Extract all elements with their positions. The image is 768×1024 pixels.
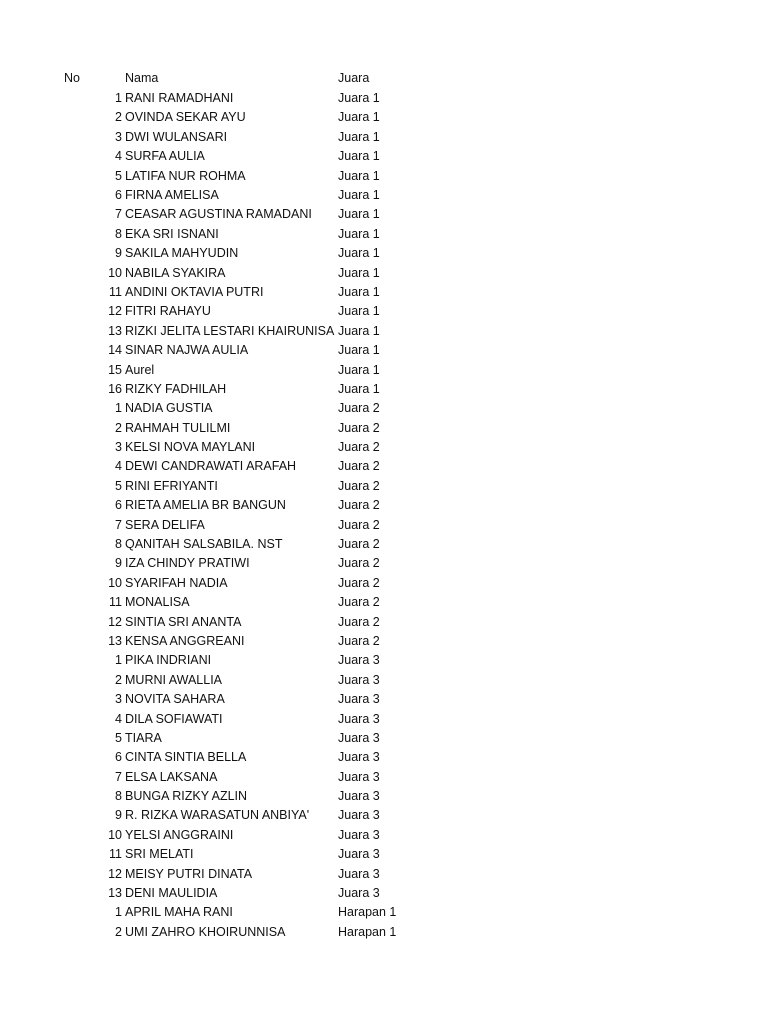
row-no: 10 [108, 827, 122, 842]
table-row [0, 535, 768, 554]
row-no: 4 [115, 459, 122, 474]
row-nama: MURNI AWALLIA [125, 672, 223, 687]
row-nama: CEASAR AGUSTINA RAMADANI [125, 207, 312, 222]
table-row [0, 729, 768, 748]
row-juara: Harapan 1 [338, 924, 397, 939]
row-nama: RIZKI JELITA LESTARI KHAIRUNISA [125, 323, 335, 338]
table-row [0, 651, 768, 670]
row-nama: UMI ZAHRO KHOIRUNNISA [125, 924, 286, 939]
table-row [0, 399, 768, 418]
row-nama: SYARIFAH NADIA [125, 575, 228, 590]
table-row [0, 826, 768, 845]
row-nama: DILA SOFIAWATI [125, 711, 223, 726]
table-row [0, 710, 768, 729]
row-no: 3 [115, 440, 122, 454]
row-no: 12 [108, 304, 122, 319]
row-juara: Juara 1 [338, 246, 380, 261]
row-juara: Juara 3 [338, 769, 380, 784]
table-row [0, 186, 768, 205]
row-no: 12 [108, 614, 122, 629]
table-row [0, 419, 768, 438]
row-nama: DENI MAULIDIA [125, 886, 218, 900]
header-juara: Juara [338, 71, 370, 85]
row-no: 10 [108, 265, 122, 280]
row-nama: ANDINI OKTAVIA PUTRI [125, 284, 264, 299]
table-row [0, 806, 768, 825]
row-no: 8 [115, 789, 122, 803]
row-juara: Juara 3 [338, 789, 380, 803]
row-juara: Juara 3 [338, 653, 380, 668]
row-nama: NABILA SYAKIRA [125, 265, 226, 280]
row-no: 6 [115, 750, 122, 765]
row-no: 9 [115, 808, 122, 823]
row-juara: Juara 3 [338, 672, 380, 687]
row-juara: Juara 2 [338, 633, 380, 648]
table-row [0, 264, 768, 283]
row-juara: Juara 2 [338, 556, 380, 571]
row-juara: Juara 1 [338, 323, 380, 338]
table-header [0, 69, 768, 88]
row-juara: Juara 1 [338, 284, 380, 299]
row-no: 14 [108, 343, 122, 358]
row-no: 4 [115, 711, 122, 726]
row-nama: BUNGA RIZKY AZLIN [125, 789, 248, 803]
row-no: 7 [115, 517, 122, 532]
row-nama: EKA SRI ISNANI [125, 226, 219, 241]
row-nama: TIARA [125, 730, 162, 745]
row-no: 1 [115, 905, 122, 920]
row-juara: Juara 2 [338, 459, 380, 474]
table-row [0, 322, 768, 341]
table-row [0, 787, 768, 806]
row-nama: RINI EFRIYANTI [125, 478, 218, 493]
row-juara: Juara 2 [338, 575, 380, 590]
table-row [0, 845, 768, 864]
table-row [0, 671, 768, 690]
row-juara: Juara 1 [338, 265, 380, 280]
row-nama: R. RIZKA WARASATUN ANBIYA' [125, 808, 310, 823]
row-nama: NOVITA SAHARA [125, 692, 225, 707]
row-juara: Juara 2 [338, 517, 380, 532]
row-nama: ELSA LAKSANA [125, 769, 218, 784]
row-no: 6 [115, 498, 122, 513]
row-nama: DEWI CANDRAWATI ARAFAH [125, 459, 297, 474]
table-row [0, 302, 768, 321]
row-no: 2 [115, 924, 122, 939]
row-nama: OVINDA SEKAR AYU [125, 110, 246, 125]
table-row [0, 516, 768, 535]
row-juara: Juara 1 [338, 343, 380, 358]
table-row [0, 147, 768, 166]
table-row [0, 690, 768, 709]
row-nama: LATIFA NUR ROHMA [125, 168, 246, 183]
row-no: 2 [115, 672, 122, 687]
row-nama: SINTIA SRI ANANTA [125, 614, 242, 629]
table-row [0, 438, 768, 457]
table-row [0, 128, 768, 147]
row-no: 1 [115, 401, 122, 416]
row-juara: Juara 3 [338, 711, 380, 726]
table-row [0, 108, 768, 127]
row-no: 11 [109, 284, 122, 299]
table-row [0, 593, 768, 612]
row-nama: SAKILA MAHYUDIN [125, 246, 239, 261]
row-no: 3 [115, 692, 122, 707]
table-row [0, 283, 768, 302]
row-no: 6 [115, 187, 122, 202]
row-nama: MEISY PUTRI DINATA [125, 866, 253, 881]
row-no: 7 [115, 207, 122, 222]
table-row [0, 768, 768, 787]
row-juara: Juara 3 [338, 827, 380, 842]
row-nama: FITRI RAHAYU [125, 304, 211, 319]
table-row [0, 205, 768, 224]
row-no: 1 [115, 653, 122, 668]
header-no: No [64, 71, 80, 85]
row-no: 3 [115, 129, 122, 144]
row-no: 12 [108, 866, 122, 881]
row-nama: KENSA ANGGREANI [125, 633, 245, 648]
table-row [0, 225, 768, 244]
row-nama: KELSI NOVA MAYLANI [125, 440, 256, 454]
row-no: 8 [115, 226, 122, 241]
row-juara: Juara 1 [338, 207, 380, 222]
row-juara: Harapan 1 [338, 905, 397, 920]
row-juara: Juara 3 [338, 808, 380, 823]
table-row [0, 903, 768, 922]
row-nama: NADIA GUSTIA [125, 401, 213, 416]
table-row [0, 244, 768, 263]
row-juara: Juara 1 [338, 381, 380, 396]
row-nama: QANITAH SALSABILA. NST [125, 537, 283, 551]
table-row [0, 865, 768, 884]
header-nama: Nama [125, 71, 159, 85]
row-juara: Juara 1 [338, 129, 380, 144]
row-nama: PIKA INDRIANI [125, 653, 212, 668]
row-no: 4 [115, 149, 122, 164]
row-juara: Juara 2 [338, 595, 380, 610]
row-no: 13 [108, 886, 122, 900]
row-nama: IZA CHINDY PRATIWI [125, 556, 250, 571]
row-no: 15 [108, 362, 122, 377]
row-juara: Juara 1 [338, 110, 380, 125]
row-nama: Aurel [125, 362, 155, 377]
table-row [0, 632, 768, 651]
row-juara: Juara 1 [338, 362, 380, 377]
row-no: 9 [115, 556, 122, 571]
row-nama: FIRNA AMELISA [125, 187, 219, 202]
row-nama: RANI RAMADHANI [125, 91, 234, 105]
row-no: 10 [108, 575, 122, 590]
row-juara: Juara 1 [338, 91, 380, 105]
row-juara: Juara 2 [338, 401, 380, 416]
row-no: 13 [108, 633, 122, 648]
table-row [0, 341, 768, 360]
row-nama: APRIL MAHA RANI [125, 905, 233, 920]
table-row [0, 923, 768, 942]
row-nama: CINTA SINTIA BELLA [125, 750, 247, 765]
table-row [0, 380, 768, 399]
row-no: 7 [115, 769, 122, 784]
row-juara: Juara 3 [338, 866, 380, 881]
row-no: 13 [108, 323, 122, 338]
table-row [0, 89, 768, 108]
row-no: 1 [115, 91, 122, 105]
row-juara: Juara 2 [338, 420, 380, 435]
table-row [0, 574, 768, 593]
row-no: 2 [115, 420, 122, 435]
row-juara: Juara 3 [338, 692, 380, 707]
row-nama: YELSI ANGGRAINI [125, 827, 234, 842]
row-juara: Juara 1 [338, 226, 380, 241]
table-row [0, 613, 768, 632]
table-row [0, 884, 768, 903]
row-juara: Juara 2 [338, 478, 380, 493]
row-juara: Juara 1 [338, 168, 380, 183]
row-nama: DWI WULANSARI [125, 129, 228, 144]
table-row [0, 748, 768, 767]
table-row [0, 554, 768, 573]
row-juara: Juara 1 [338, 149, 380, 164]
row-juara: Juara 3 [338, 730, 380, 745]
row-no: 9 [115, 246, 122, 261]
row-juara: Juara 2 [338, 440, 380, 454]
row-juara: Juara 1 [338, 304, 380, 319]
row-juara: Juara 1 [338, 187, 380, 202]
row-no: 5 [115, 168, 122, 183]
row-nama: RIETA AMELIA BR BANGUN [125, 498, 286, 513]
row-juara: Juara 3 [338, 847, 380, 862]
row-no: 5 [115, 730, 122, 745]
row-nama: MONALISA [125, 595, 190, 610]
row-no: 11 [109, 595, 122, 610]
table-row [0, 457, 768, 476]
row-juara: Juara 3 [338, 750, 380, 765]
row-nama: RIZKY FADHILAH [125, 381, 227, 396]
row-no: 11 [109, 847, 122, 862]
row-juara: Juara 3 [338, 886, 380, 900]
row-nama: RAHMAH TULILMI [125, 420, 231, 435]
row-no: 8 [115, 537, 122, 551]
row-juara: Juara 2 [338, 498, 380, 513]
row-nama: SRI MELATI [125, 847, 194, 862]
table-row [0, 477, 768, 496]
row-nama: SURFA AULIA [125, 149, 205, 164]
row-no: 2 [115, 110, 122, 125]
row-nama: SERA DELIFA [125, 517, 205, 532]
table-row [0, 167, 768, 186]
table-row [0, 496, 768, 515]
row-no: 5 [115, 478, 122, 493]
row-juara: Juara 2 [338, 614, 380, 629]
row-juara: Juara 2 [338, 537, 380, 551]
table-row [0, 361, 768, 380]
row-nama: SINAR NAJWA AULIA [125, 343, 249, 358]
row-no: 16 [108, 381, 122, 396]
